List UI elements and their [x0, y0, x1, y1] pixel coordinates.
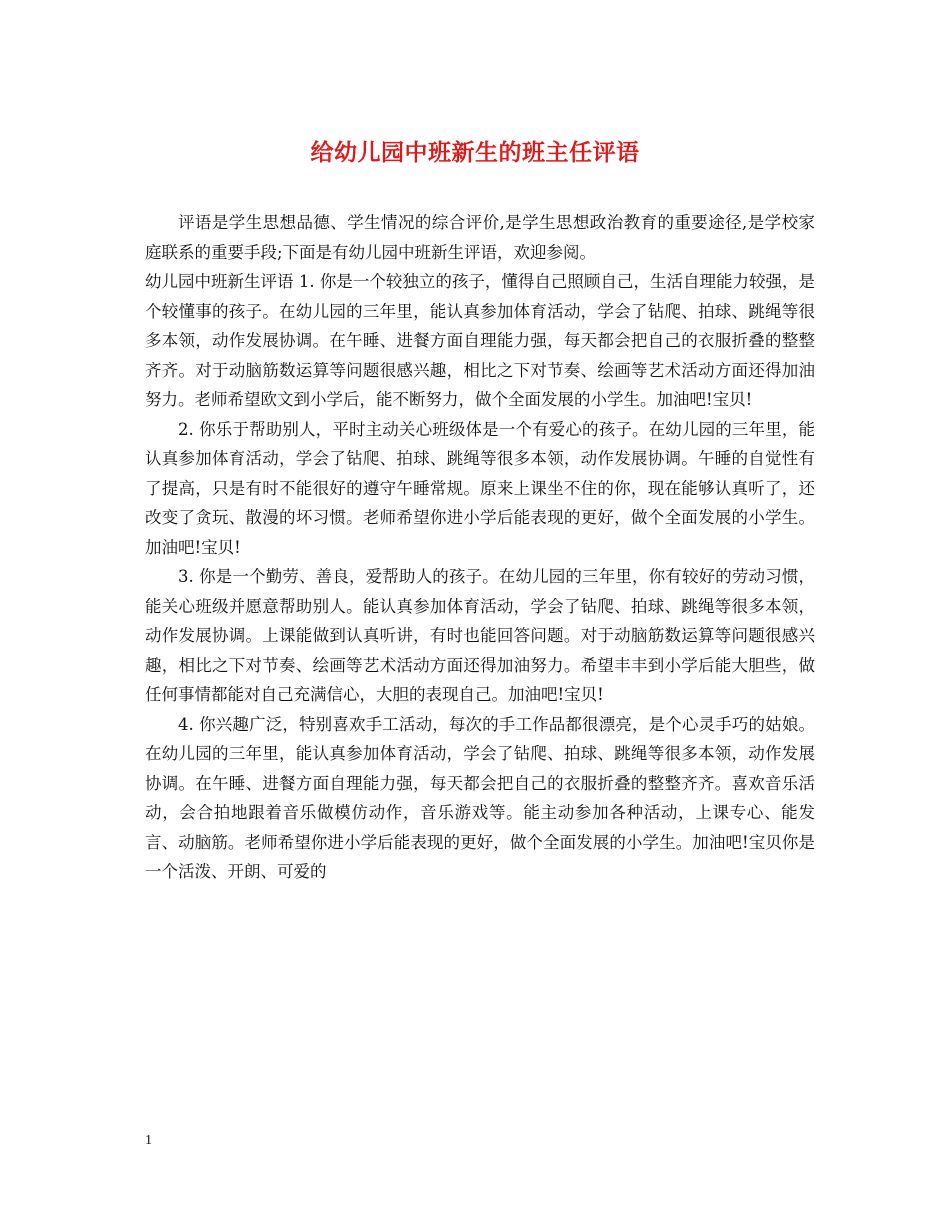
page-number: 1 [145, 1133, 152, 1148]
paragraph-4: 4. 你兴趣广泛，特别喜欢手工活动，每次的手工作品都很漂亮，是个心灵手巧的姑娘。在幼儿园的三年里，能认真参加体育活动，学会了钻爬、拍球、跳绳等很多本领，动作发展协调。在午睡、进餐方面自理能力强，每天都会把自己的衣服折叠的整整齐齐。喜欢音乐活动，会合拍地跟着音乐做模仿动作，音乐游戏等。能主动参加各种活动，上课专心、能发言、动脑筋。老师希望你进小学后能表现的更好，做个全面发展的小学生。加油吧!宝贝你是一个活泼、开朗、可爱的 [145, 714, 815, 881]
paragraph-1: 1. 你是一个较独立的孩子，懂得自己照顾自己，生活自理能力较强，是个较懂事的孩子。在幼儿园的三年里，能认真参加体育活动，学会了钻爬、拍球、跳绳等很多本领，动作发展协调。在午睡、进餐方面自理能力强，每天都会把自己的衣服折叠的整整齐齐。对于动脑筋数运算等问题很感兴趣，相比之下对节奏、绘画等艺术活动方面还得加油努力。老师希望欧文到小学后，能不断努力，做个全面发展的小学生。加油吧!宝贝! [145, 272, 816, 409]
section-heading: 幼儿园中班新生评语 [145, 272, 294, 291]
paragraph-2: 2. 你乐于帮助别人，平时主动关心班级体是一个有爱心的孩子。在幼儿园的三年里，能认真参加体育活动，学会了钻爬、拍球、跳绳等很多本领，动作发展协调。午睡的自觉性有了提高，只是有时不能很好的遵守午睡常规。原来上课坐不住的你，现在能够认真听了，还改变了贪玩、散漫的坏习惯。老师希望你进小学后能表现的更好，做个全面发展的小学生。加油吧!宝贝! [145, 419, 815, 557]
document-body [145, 208, 815, 887]
paragraph-3: 3. 你是一个勤劳、善良，爱帮助人的孩子。在幼儿园的三年里，你有较好的劳动习惯，能关心班级并愿意帮助别人。能认真参加体育活动，学会了钻爬、拍球、跳绳等很多本领，动作发展协调。上课能做到认真听讲，有时也能回答问题。对于动脑筋数运算等问题很感兴趣，相比之下对节奏、绘画等艺术活动方面还得加油努力。希望丰丰到小学后能大胆些，做任何事情都能对自己充满信心，大胆的表现自己。加油吧!宝贝! [145, 567, 815, 704]
paragraph-1-container [145, 267, 815, 415]
intro-paragraph: 评语是学生思想品德、学生情况的综合评价,是学生思想政治教育的重要途径,是学校家庭联系的重要手段;下面是有幼儿园中班新生评语，欢迎参阅。 [145, 213, 815, 262]
document-title: 给幼儿园中班新生的班主任评语 [310, 139, 640, 166]
